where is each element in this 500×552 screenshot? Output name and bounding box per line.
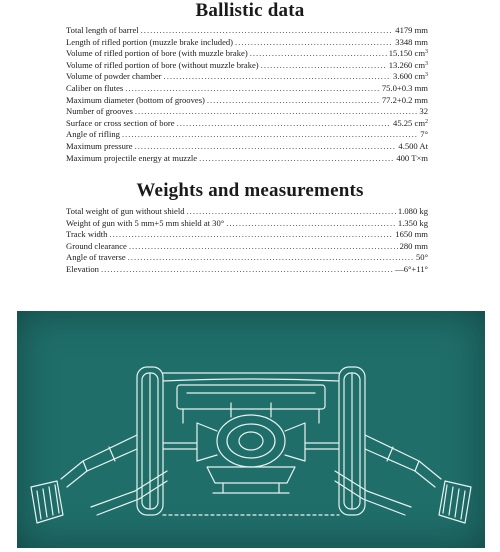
leader-dots xyxy=(177,118,391,130)
table-row xyxy=(66,264,428,276)
row-value: 32 xyxy=(419,106,428,117)
row-value: 45.25 $cm^2$ xyxy=(393,117,428,128)
right-wheel xyxy=(339,367,365,515)
table-row xyxy=(66,252,428,264)
table-row xyxy=(66,83,428,95)
row-value: 3.600 $cm^3$ xyxy=(393,71,428,82)
right-trail-leg xyxy=(335,435,441,515)
row-label: Volume of rifled portion of bore (without muzzle brake) xyxy=(66,59,259,70)
leader-dots xyxy=(135,141,397,153)
row-value: 3348 mm xyxy=(395,36,428,47)
row-label: Track width xyxy=(66,229,108,240)
row-value: 1650 mm xyxy=(395,229,428,240)
table-row xyxy=(66,60,428,72)
table-row xyxy=(66,71,428,83)
row-label: Ground clearance xyxy=(66,240,127,251)
axle xyxy=(163,443,339,449)
leader-dots xyxy=(207,95,380,107)
row-value: 4179 mm xyxy=(395,25,428,35)
row-label: Maximum projectile energy at muzzle xyxy=(66,152,198,163)
left-wheel xyxy=(137,367,163,515)
leader-dots xyxy=(250,48,387,60)
row-value: 280 mm xyxy=(399,240,428,251)
row-label: Maximum diameter (bottom of grooves) xyxy=(66,94,205,105)
row-value: 1.080 kg xyxy=(397,206,428,216)
leader-dots xyxy=(129,241,398,253)
table-row xyxy=(66,241,428,253)
table-row xyxy=(66,37,428,49)
ballistic-data-heading: Ballistic data xyxy=(195,0,305,21)
row-label: Angle of traverse xyxy=(66,252,126,263)
row-label: Angle of rifling xyxy=(66,129,120,140)
leader-dots xyxy=(101,264,393,276)
table-row xyxy=(66,95,428,107)
row-value: 7° xyxy=(420,129,428,140)
row-label: Surface or cross section of bore xyxy=(66,117,175,128)
row-label: Length of rifled portion (muzzle brake included) xyxy=(66,36,234,47)
blueprint-illustration xyxy=(17,311,485,548)
leader-dots xyxy=(135,106,418,118)
leader-dots xyxy=(261,60,387,72)
table-row xyxy=(66,206,428,218)
row-label: Elevation xyxy=(66,263,99,274)
row-label: Total weight of gun without shield xyxy=(66,206,185,216)
row-value: 1.350 kg xyxy=(397,217,428,228)
row-label: Caliber on flutes xyxy=(66,82,124,93)
leader-dots xyxy=(199,153,394,165)
row-label: Volume of rifled portion of bore (with muzzle brake) xyxy=(66,48,248,59)
leader-dots xyxy=(235,37,393,49)
row-label: Weight of gun with 5 mm+5 mm shield at 30° xyxy=(66,217,225,228)
row-label: Volume of powder chamber xyxy=(66,71,162,82)
weights-measurements-heading: Weights and measurements xyxy=(136,180,364,201)
row-value: 4.500 At xyxy=(398,140,428,151)
table-row xyxy=(66,229,428,241)
left-spade xyxy=(31,481,63,523)
weights-measurements-table xyxy=(66,206,428,276)
row-value: 50° xyxy=(415,252,428,263)
row-value: 75.0+0.3 mm xyxy=(381,82,428,93)
row-value: 77.2+0.2 mm xyxy=(381,94,428,105)
table-row xyxy=(66,25,428,37)
row-value: 15.150 $cm^3$ xyxy=(388,48,428,59)
table-row xyxy=(66,129,428,141)
leader-dots xyxy=(128,252,414,264)
table-row xyxy=(66,48,428,60)
table-row xyxy=(66,141,428,153)
row-value: —6°+11° xyxy=(395,263,428,274)
row-value: 400 T×m xyxy=(396,152,428,163)
leader-dots xyxy=(109,229,393,241)
row-value: 13.260 $cm^3$ xyxy=(388,59,428,70)
gun-carriage-front-view-drawing xyxy=(17,311,485,548)
table-row xyxy=(66,218,428,230)
table-row xyxy=(66,118,428,130)
left-trail-leg xyxy=(61,435,167,515)
table-row xyxy=(66,153,428,165)
row-label: Maximum pressure xyxy=(66,140,133,151)
leader-dots xyxy=(125,83,380,95)
table-row xyxy=(66,106,428,118)
leader-dots xyxy=(226,218,396,230)
leader-dots xyxy=(187,206,396,218)
right-spade xyxy=(439,481,471,523)
row-label: Number of grooves xyxy=(66,106,133,117)
cradle xyxy=(197,403,305,493)
row-label: Total length of barrel xyxy=(66,25,139,35)
leader-dots xyxy=(141,25,394,37)
leader-dots xyxy=(164,71,391,83)
leader-dots xyxy=(122,129,418,141)
ballistic-data-table xyxy=(66,25,428,164)
